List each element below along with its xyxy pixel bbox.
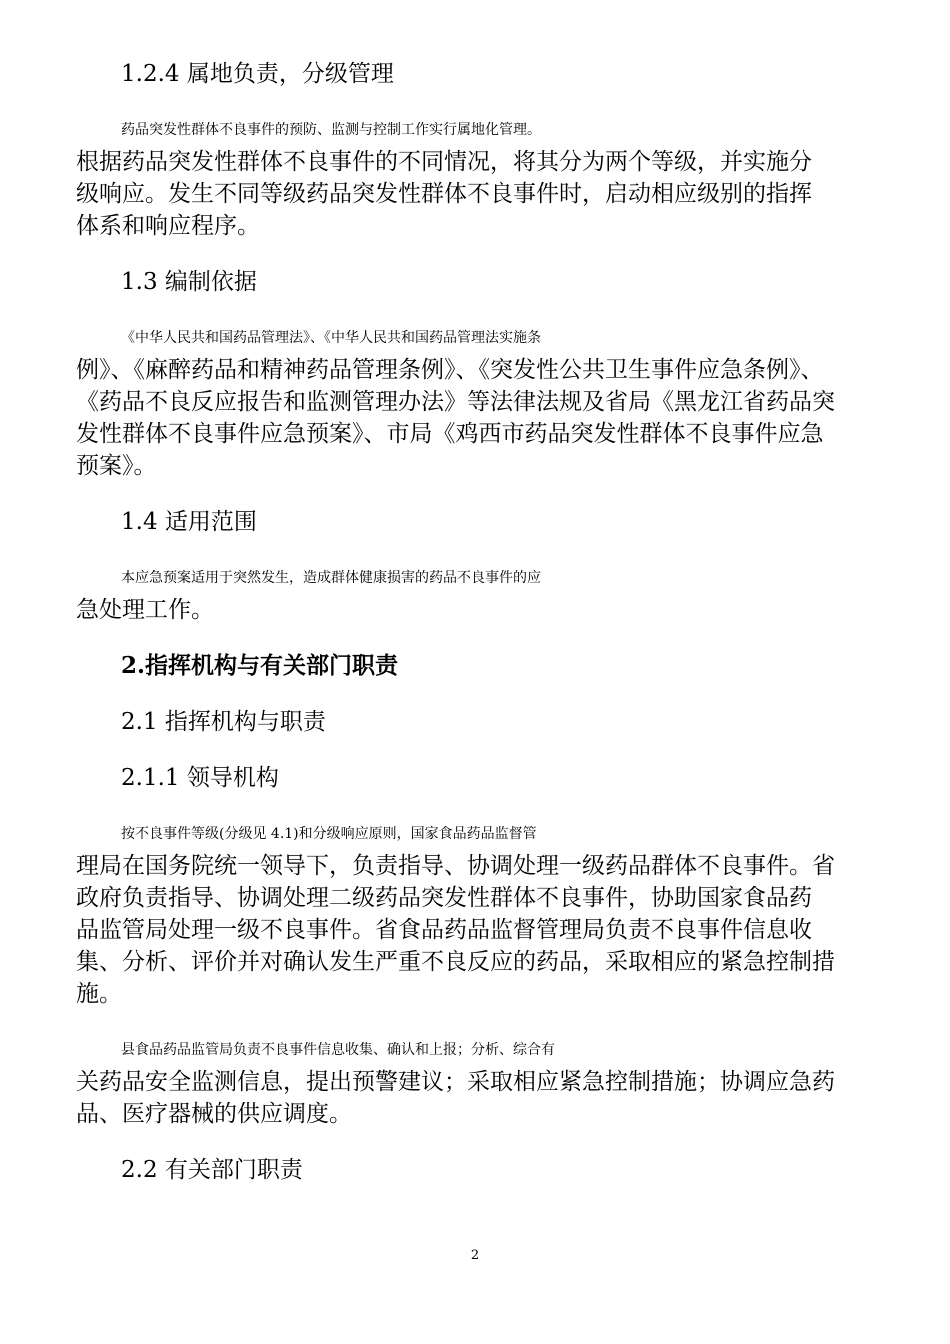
paragraph-line: 根据药品突发性群体不良事件的不同情况，将其分为两个等级，并实施分 (76, 149, 812, 175)
paragraph-line: 急处理工作。 (76, 597, 214, 623)
paragraph-line: 理局在国务院统一领导下，负责指导、协调处理一级药品群体不良事件。省 (76, 853, 835, 879)
paragraph-line: 《中华人民共和国药品管理法》、《中华人民共和国药品管理法实施条 (121, 330, 541, 346)
paragraph-line: 《药品不良反应报告和监测管理办法》等法律法规及省局《黑龙江省药品突 (76, 389, 835, 415)
paragraph (76, 818, 884, 1010)
paragraph-line: 本应急预案适用于突然发生，造成群体健康损害的药品不良事件的应 (121, 570, 541, 586)
paragraph (76, 1034, 884, 1130)
paragraph-line: 级响应。发生不同等级药品突发性群体不良事件时，启动相应级别的指挥 (76, 181, 812, 207)
paragraph-line: 县食品药品监管局负责不良事件信息收集、确认和上报；分析、综合有 (121, 1042, 555, 1058)
subsection-heading: 2.1.1 领导机构 (121, 765, 279, 791)
paragraph-line: 品监管局处理一级不良事件。省食品药品监督管理局负责不良事件信息收 (76, 917, 812, 943)
paragraph-line: 集、分析、评价并对确认发生严重不良反应的药品，采取相应的紧急控制措 (76, 949, 835, 975)
paragraph-line: 关药品安全监测信息，提出预警建议；采取相应紧急控制措施；协调应急药 (76, 1069, 835, 1095)
paragraph-line: 品、医疗器械的供应调度。 (76, 1101, 352, 1127)
paragraph-line: 药品突发性群体不良事件的预防、监测与控制工作实行属地化管理。 (121, 122, 541, 138)
paragraph-line: 施。 (76, 981, 122, 1007)
paragraph (76, 114, 884, 242)
subsection-heading: 1.4 适用范围 (121, 509, 257, 535)
paragraph-line: 预案》。 (76, 453, 157, 479)
subsection-heading: 2.1 指挥机构与职责 (121, 709, 326, 735)
paragraph (76, 562, 884, 626)
paragraph-line: 按不良事件等级(分级见 4.1)和分级响应原则，国家食品药品监督管 (121, 826, 537, 842)
subsection-heading: 1.2.4 属地负责，分级管理 (121, 61, 394, 87)
subsection-heading: 2.2 有关部门职责 (121, 1157, 303, 1183)
paragraph-line: 发性群体不良事件应急预案》、市局《鸡西市药品突发性群体不良事件应急 (76, 421, 824, 447)
page-number: 2 (470, 1248, 480, 1263)
subsection-heading: 1.3 编制依据 (121, 269, 257, 295)
paragraph-line: 体系和响应程序。 (76, 213, 260, 239)
paragraph-line: 政府负责指导、协调处理二级药品突发性群体不良事件，协助国家食品药 (76, 885, 812, 911)
paragraph (76, 322, 884, 482)
section-heading: 2.指挥机构与有关部门职责 (121, 652, 399, 679)
paragraph-line: 例》、《麻醉药品和精神药品管理条例》、《突发性公共卫生事件应急条例》、 (76, 357, 824, 383)
document-body (76, 58, 884, 1210)
